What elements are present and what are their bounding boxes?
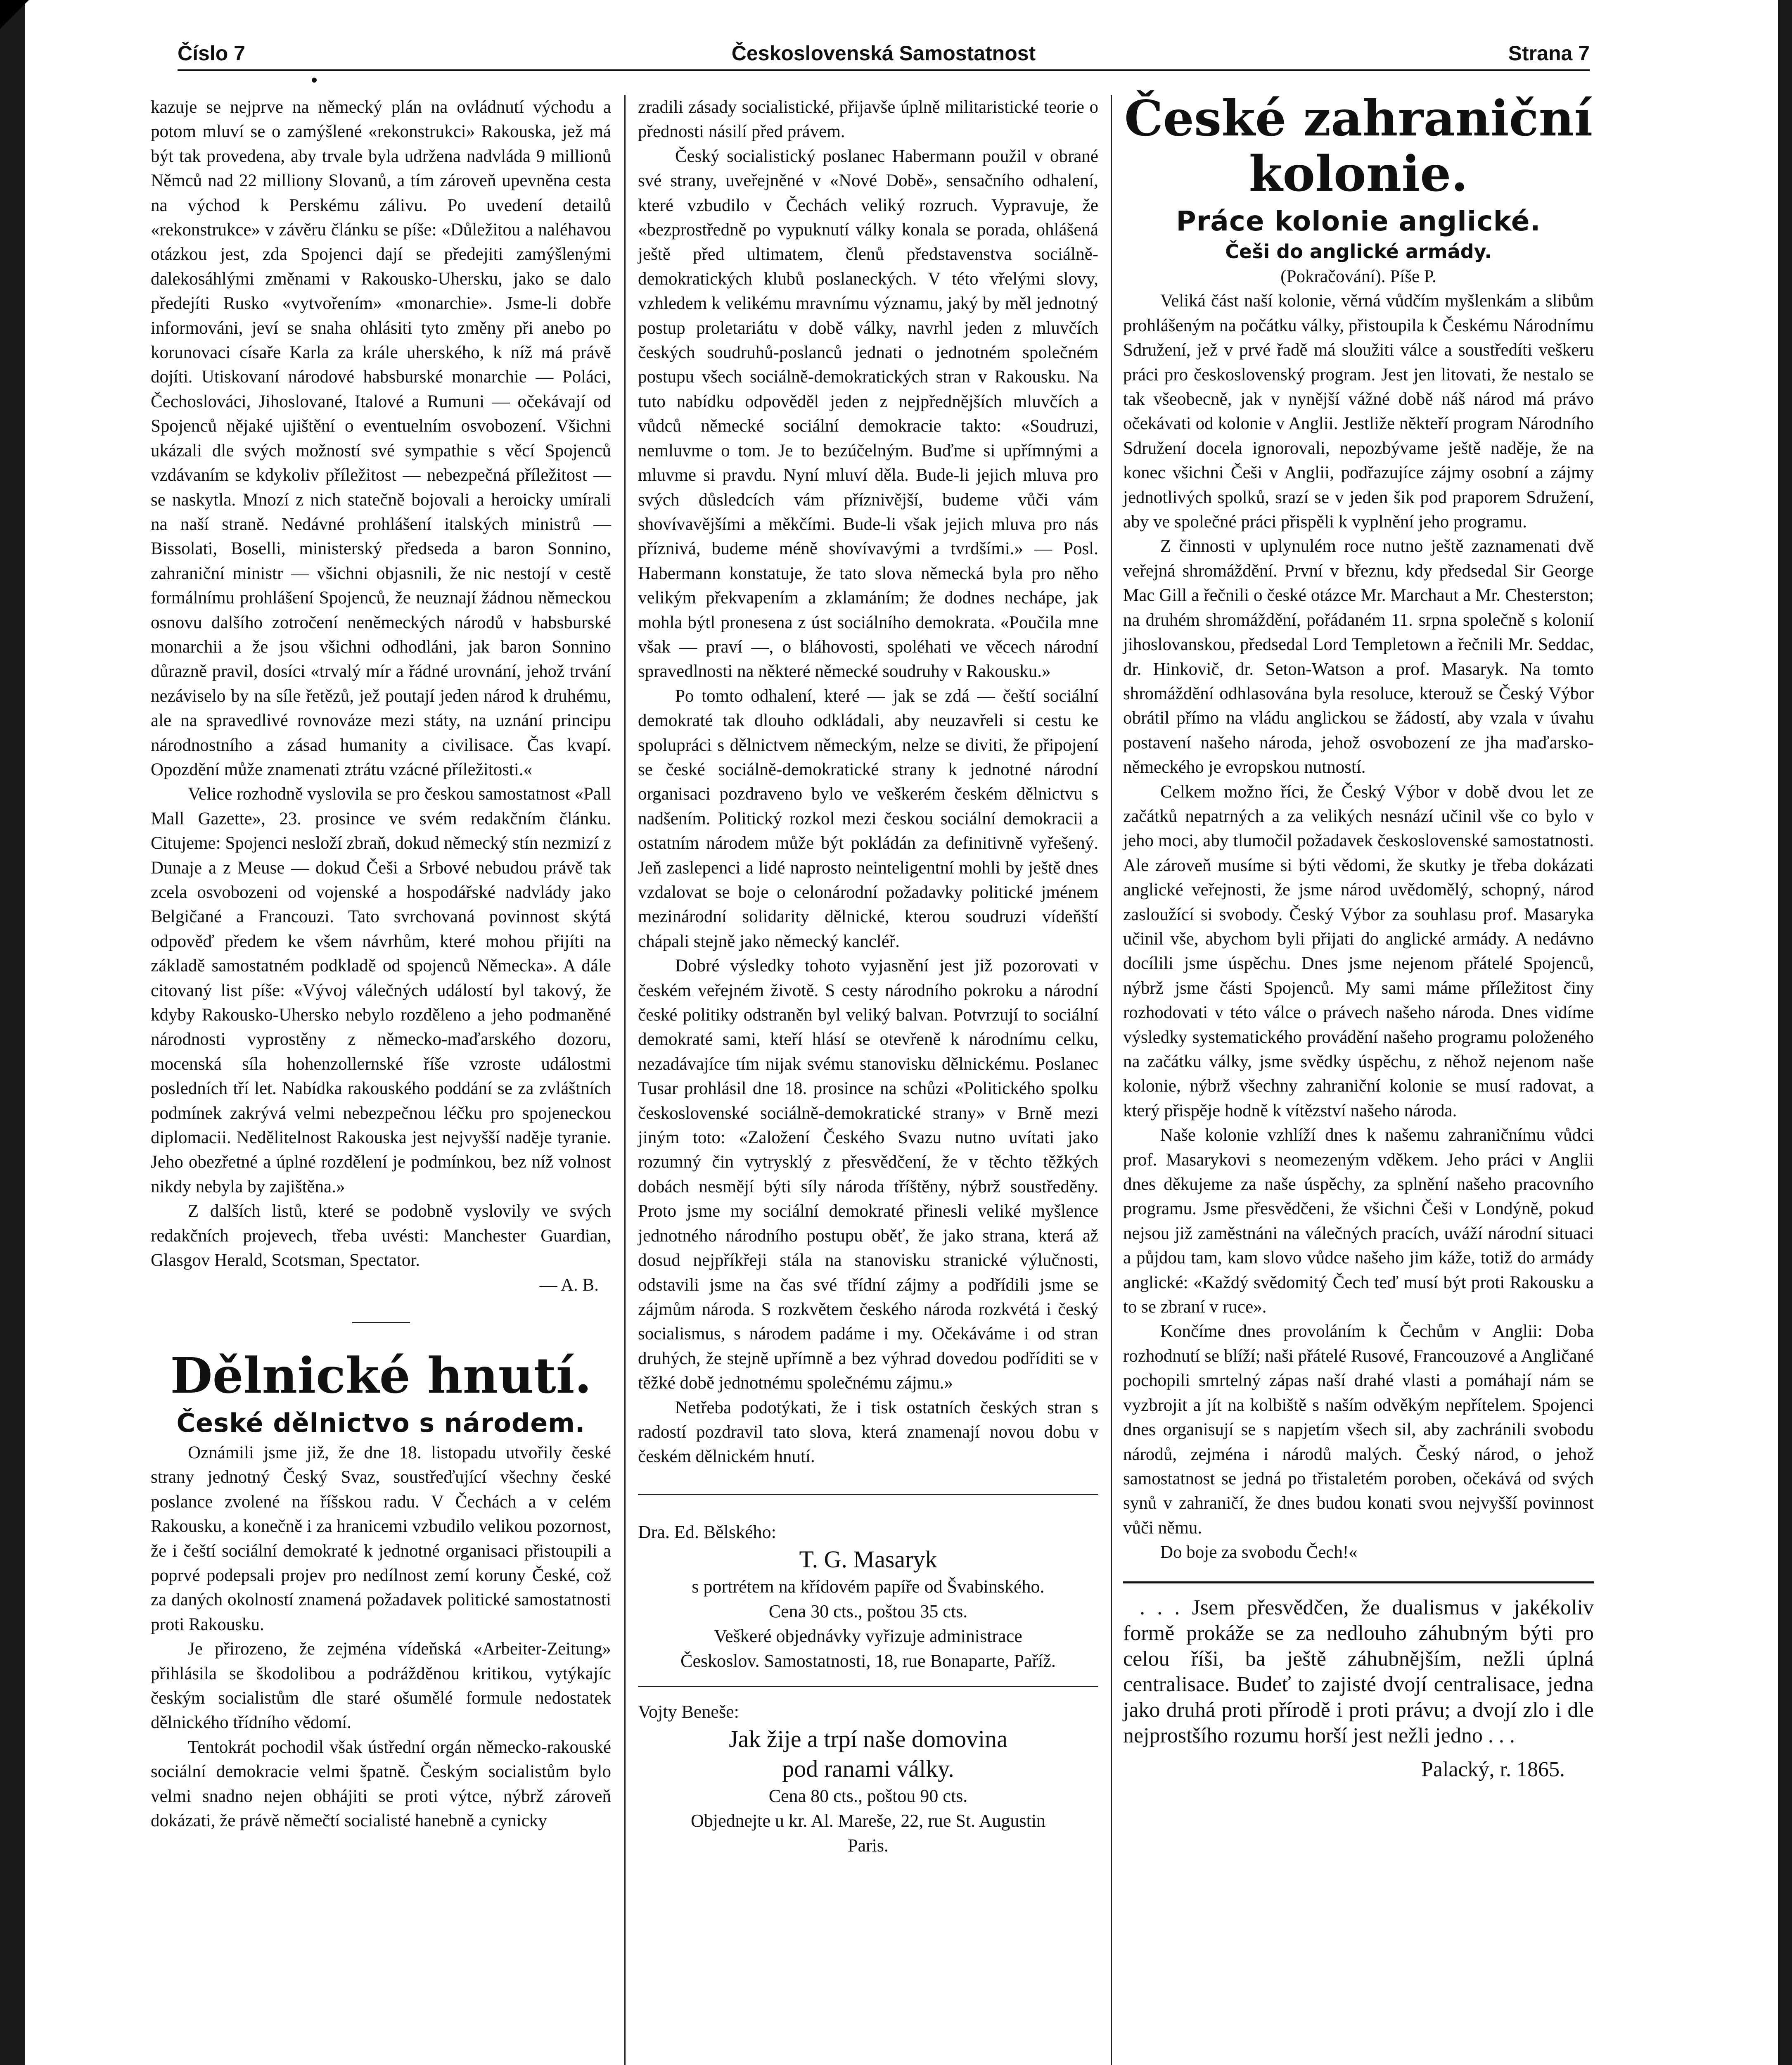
ad-separator	[638, 1494, 1098, 1495]
scan-corner-mark	[0, 0, 29, 29]
ad-author: Dra. Ed. Bělského:	[638, 1521, 776, 1542]
article-paragraph: Z činnosti v uplynulém roce nutno ještě zaznamenati dvě veřejná shromáždění. První v březnu, kdy předsedal Sir George Mac Gill a řečnili o české otázce Mr. Marchaut a Mr. Chesterston; na druhém shromáždění, pořádaném 11. srpna společně s kolonií jihoslovanskou, předsedal Lord Templetown a řečnili Mr. Seddac, dr. Hinkovič, dr. Seton-Watson a prof. Masaryk. Na tomto shromáždění odhlasována byla resoluce, kterouž se Český Výbor obrátil přímo na vládu anglickou se žádostí, aby vzala v úvahu postavení našeho národa, jehož osvobození ze jha maďarsko-německého je evropskou nutností.	[1123, 536, 1594, 777]
quote-text: . . . Jsem přesvědčen, že dualismus v jakékoliv formě prokáže se za nedlouho záhubným býti pro celou říši, ba ještě záhubnějším, nežli úplná centralisace. Budeť to zajisté dvojí centralisace, jedna jako druhá proti přírodě i proti právu; a dvojí zlo i dle nejprostšího rozumu horší jest nežli jedno . . .	[1123, 1595, 1594, 1747]
article-signature: — A. B.	[539, 1275, 599, 1295]
separator	[352, 1322, 410, 1323]
section-title-colonies: České zahraniční kolonie.	[1124, 90, 1593, 202]
ad-price: Cena 80 cts., poštou 90 cts.	[768, 1785, 968, 1806]
closing-line: Do boje za svobodu Čech!«	[1160, 1543, 1358, 1562]
column-1	[151, 95, 611, 1833]
column-divider-1	[624, 95, 626, 2065]
article-paragraph: Končíme dnes provoláním k Čechům v Anglii: Doba rozhodnutí se blíží; naši přátelé Rusové, Francouzové a Angličané pochopili smrtelný zápas naší drahé vlasti a pomáhají nám se vyzbrojit a jít na kolbiště s naším odvěkým nepřítelem. Spojenci dnes organisují se s napjetím všech sil, aby zachránili svobodu národů, zejména i národů malých. Český národ, o jehož samostatnost se jedná po třistaletém poroben, očekává od svých synů v zahraničí, že dnes budou konati svou nejvyšší povinnost vůči němu.	[1123, 1322, 1594, 1538]
page-number: Strana 7	[1508, 42, 1590, 65]
ad-title: pod ranami války.	[782, 1755, 954, 1782]
article-paragraph: Naše kolonie vzhlíží dnes k našemu zahraničnímu vůdci prof. Masarykovi s neomezeným vděkem. Jeho práci v Anglii dnes děkujeme za naše úspěchy, za splnění našeho pracovního programu. Jsme přesvědčeni, že všichni Češi v Londýně, pokud nejsou již zaměstnáni na válečných pracích, uváží národní situaci a půjdou tam, kam slovo vůdce našeho jim káže, totiž do armády anglické: «Každý svědomitý Čech teď musí být proti Rakousku a to se zbraní v ruce».	[1123, 1125, 1594, 1317]
scan-edge-right	[1778, 0, 1792, 2065]
column-3	[1123, 90, 1594, 1783]
article-paragraph: Netřeba podotýkati, že i tisk ostatních českých stran s radostí pozdravil tato slova, která znamenají novou dobu v českém dělnickém hnutí.	[638, 1398, 1098, 1467]
palacky-quote	[1123, 1581, 1594, 1783]
header-rule	[178, 69, 1590, 71]
section-subtitle-army: Češi do anglické armády.	[1225, 240, 1492, 263]
byline: (Pokračování). Píše P.	[1280, 267, 1436, 286]
article-paragraph: Celkem možno říci, že Český Výbor v době dvou let ze začátků nepatrných a za velikých nesnází učinil vše co bylo v jeho moci, aby tlumočil požadavek československé samostatnosti. Ale zároveň musíme si býti vědomi, že skutky je třeba dokázati anglické veřejnosti, že jsme národ uvědomělý, schopný, národ zasloužící si svobody. Český Výbor za souhlasu prof. Masaryka učinil vše, abychom byli přijati do anglické armády. A nedávno docílili jsme úspěchu. Dnes jsme nejenom přátelé Spojenců, nýbrž jsme části Spojenců. My sami máme příležitost činy rozhodovati v této válce o právech našeho národa. Dnes vidíme výsledky systematického provádění našeho programu položeného na začátku války, jsme svědky úspěchu, z něhož nejenom naše kolonie, nýbrž všechny zahraniční kolonie se musí radovat, a který přispěje hodně k vítězství našeho národa.	[1123, 782, 1594, 1120]
ad-price: Cena 30 cts., poštou 35 cts.	[768, 1601, 968, 1621]
print-dot	[312, 78, 317, 83]
column-divider-2	[1111, 95, 1112, 2065]
ad-line: Paris.	[848, 1835, 889, 1856]
scan-edge-left	[0, 0, 25, 2065]
quote-signature: Palacký, r. 1865.	[1421, 1757, 1565, 1781]
article-paragraph: Dobré výsledky tohoto vyjasnění jest již pozorovati v českém veřejném životě. S cesty národního pokroku a národní české politiky odstraněn byl veliký balvan. Potvrzují to sociální demokraté sami, kteří hlásí se otevřeně k národnímu celku, nezadávajíce tím nijak svému stanovisku dělnickému. Poslanec Tusar prohlásil dne 18. prosince na schůzi «Politického spolku československé sociálně-demokratické strany» v Brně mezi jiným toto: «Založení Českého Svazu nutno uvítati jako rozumný čin vytrysklý z přesvědčení, že v těchto těžkých dobách nesmějí býti síly národa tříštěny, nýbrž soustředěny. Proto jsme my sociální demokraté přinesli veliké myšlence jednotného národního postupu oběť, že jako strana, která až dosud nejpříkřeji stála na stanovisku stranické výlučnosti, odstavili jsme na čas své třídní zájmy a podřídili jsme se zájmům národa. S rozkvětem českého národa rozkvétá i český socialismus, s národem padáme i my. Očekáváme i od stran druhých, že stejně upřímně a bez výhrad dovedou podříditi se v těžké době jednotnému společnému zájmu.»	[638, 956, 1098, 1393]
article-paragraph: Po tomto odhalení, které — jak se zdá — čeští sociální demokraté tak dlouho odkládali, aby neuzavřeli si cestu ke spolupráci s dělnictvem německým, nelze se diviti, že připojení se české sociálně-demokratické strany k jednotné národní organisaci pozdraveno bylo ve veškerém českém dělnictvu s nadšením. Politický rozkol mezi českou sociální demokracii a ostatním národem může být pokládán za definitivně vyřešený. Jeň zaslepenci a lidé naprosto neinteligentní mohli by ještě dnes vzdalovat se boje o celonárodní požadavky politické jménem mezinárodní solidarity dělnické, kterou soudruzi vídeňští chápali stejně jako německý kancléř.	[638, 686, 1098, 951]
section-subtitle-labor: České dělnictvo s národem.	[176, 1408, 585, 1438]
advertisement-masaryk	[638, 1520, 1098, 1673]
article-paragraph: kazuje se nejprve na německý plán na ovládnutí východu a potom mluví se o zamýšlené «rekonstrukci» Rakouska, jež má být tak provedena, aby trvale byla udržena nadvláda 9 millionů Němců nad 22 milliony Slovanů, a tím zároveň upevněna cesta na východ k Perskému zálivu. Po uvedení detailů «rekonstrukce» v závěru článku se píše: «Důležitou a naléhavou otázkou jest, zda Spojenci dají se předejiti zamýšlenými dalekosáhlými změnami v Rakousko-Uhersku, jako se dalo předejíti Rusko «vytvořením» «monarchie». Jsme-li dobře informováni, jeví se snaha ohlásiti tyto změny při anebo po korunovaci císaře Karla za krále uherského, k níž má právě dojíti. Utiskovaní národové habsburské monarchie — Poláci, Čechoslováci, Jihoslované, Italové a Rumuni — očekávají od Spojenců nějaké ujištění o eventuelním osvobození. Všichni ukázali dle svých možností své sympathie s věcí Spojenců vzdávaním se kdykoliv příležitost — nebezpečná příležitost — se naskytla. Mnozí z nich statečně bojovali a heroicky umírali na naší straně. Nedávné prohlášení italských ministrů — Bissolati, Boselli, ministerský předseda a baron Sonnino, zahraniční ministr — všichni objasnili, že nic nestojí v cestě formálnímu prohlášení Spojenců, že neuznají žádnou německou osnovu dalšího zotročení neněmeckých národů v habsburské monarchii a že jsou všichni odhodláni, jak baron Sonnino důrazně pravil, dosíci «trvalý mír a řádné urovnání, jehož trvání nezáviselo by na síle řetězů, jež poutají jeden národ k druhému, ale na spravedlivé rovnováze mezi státy, na uznání principu národnostního a zásad humanity a civilisace. Čas kvapí. Opozdění může znamenati ztrátu vzácné příležitosti.«	[151, 97, 611, 779]
article-paragraph: Z dalších listů, které se podobně vyslovily ve svých redakčních projevech, třeba uvésti: Manchester Guardian, Glasgov Herald, Scotsman, Spectator.	[151, 1201, 611, 1270]
page-header	[178, 38, 1590, 71]
ad-line: Objednejte u kr. Al. Mareše, 22, rue St. Augustin	[690, 1810, 1046, 1831]
article-paragraph: zradili zásady socialistické, přijavše úplně militaristické teorie o přednosti násilí před právem.	[638, 97, 1098, 142]
ad-author: Vojty Beneše:	[638, 1701, 739, 1722]
ad-title: Jak žije a trpí naše domovina	[729, 1725, 1007, 1752]
ad-line: Českoslov. Samostatnosti, 18, rue Bonaparte, Paříž.	[680, 1650, 1056, 1671]
section-subtitle-colonies: Práce kolonie anglické.	[1176, 205, 1541, 237]
ad-separator	[638, 1686, 1098, 1687]
ad-title: T. G. Masaryk	[799, 1545, 937, 1573]
ad-line: s portrétem na křídovém papíře od Švabinského.	[692, 1576, 1045, 1597]
column-2	[638, 95, 1098, 1858]
advertisement-benes	[638, 1699, 1098, 1858]
article-paragraph: Veliká část naší kolonie, věrná vůdčím myšlenkám a slibům prohlášeným na počátku války, přistoupila k Českému Národnímu Sdružení, jež v prvé řadě má sloužiti válce a soustředíti veškeru práci pro československý program. Jest jen litovati, že nestalo se tak všeobecně, jak v nynější vážné době náš národ má právo očekávati od kolonie v Anglii. Jestliže někteří program Národního Sdružení docela ignorovali, nepozbývame ještě naděje, že na konec všichni Češi v Anglii, podřazujíce zájmy osobní a zájmy jednotlivých spolků, srazí se v jeden šik pod praporem Sdružení, aby ve společné práci přispěli k vyplnění jeho programu.	[1123, 291, 1594, 532]
article-paragraph: Český socialistický poslanec Habermann použil v obrané své strany, uveřejněné v «Nové Době», sensačního odhalení, které vzbudilo v Čechách veliký rozruch. Vypravuje, že «bezprostředně po vypuknutí války konala se porada, ohlášená ještě před ultimatem, členů představenstva sociálně-demokratických klubů poslaneckých. V této vřelými slovy, vzhledem k velikému mravnímu významu, jaký by měl jednotný postup proletariátu v době války, navrhl jeden z mluvčích českých soudruhů-poslanců jednati o jednotném společném postupu všech sociálně-demokratických stran v Rakousku. Na tuto nabídku odpověděl jeden z nejpřednějších mluvčích a vůdců německé sociální demokracie takto: «Soudruzi, nemluvme o tom. Je to bezúčelným. Buďme si upřímnými a mluvme si pravdu. Nyní mluví děla. Bude-li jejich mluva pro svých důsledcích vám příznivější, budeme vůči vám shovívavějšími a měkčími. Bude-li však jejich mluva pro nás příznivá, budeme méně shovívavými a tvrdšími.» — Posl. Habermann konstatuje, že tato slova německá byla pro něho velikým překvapením a zklamáním; že dodnes nechápe, jak mohla býtl pronesena z úst sociálního demokrata. «Poučila mne však — praví —, o bláhovosti, spoléhati ve věcech národní spravedlnosti na některé německé soudruhy v Rakousku.»	[638, 146, 1098, 681]
article-paragraph: Je přirozeno, že zejména vídeňská «Arbeiter-Zeitung» přihlásila se škodolibou a podrážděnou kritikou, vytýkajíc českým socialistům dle staré ošumělé formule nedostatek dělnického třídního vědomí.	[151, 1639, 611, 1733]
section-title-labor: Dělnické hnutí.	[170, 1346, 592, 1404]
article-paragraph: Tentokrát pochodil však ústřední orgán německo-rakouské sociální demokracie velmi špatně. Českým socialistům bylo velmi snadno nejen obhájiti se proti výtce, nýbrž zároveň dokázati, že právě němečtí socialisté hanebně a cynicky	[151, 1737, 611, 1830]
article-paragraph: Velice rozhodně vyslovila se pro českou samostatnost «Pall Mall Gazette», 23. prosince ve svém redakčním článku. Citujeme: Spojenci nesloží zbraň, dokud německý stín nezmizí z Dunaje a z Meuse — dokud Češi a Srbové nebudou právě tak zcela osvobozeni od vojenské a hospodářské nadvlády jako Belgičané a Francouzi. Tato svrchovaná povinnost skýtá odpověď předem ke všem návrhům, které mohou přijíti na základě samostatném podkladě od spojenců Německa». A dále citovaný list píše: «Vývoj válečných událostí byl takový, že kdyby Rakousko-Uhersko nebylo rozděleno a jeho podmaněné národnosti vyprostěny z německo-maďarského dozoru, mocenská síla hohenzollernské říše vzroste událostmi posledních tří let. Nabídka rakouského poddání se za zvláštních podmínek zakrývá velmi nebezpečnou léčku pro spojeneckou diplomacii. Nedělitelnost Rakouska jest nejvyšší naděje tyranie. Jeho obezřetné a úplné rozdělení je podmínkou, bez níž volnost nikdy nebyla by zajištěna.»	[151, 784, 611, 1196]
newspaper-title: Československá Samostatnost	[731, 42, 1036, 65]
issue-number: Číslo 7	[178, 42, 245, 65]
ad-line: Veškeré objednávky vyřizuje administrace	[714, 1626, 1022, 1646]
article-paragraph: Oznámili jsme již, že dne 18. listopadu utvořily české strany jednotný Český Svaz, soustřeďující všechny české poslance zvolené na říšskou radu. V Čechách a v celém Rakousku, a konečně i za hranicemi vzbudilo velikou pozornost, že i čeští sociální demokraté k jednotné organisaci přistoupili a poprvé podepsali projev pro nedílnost zemí koruny České, což za daných okolností znamená požadavek politické samostatnosti proti Rakousku.	[151, 1443, 611, 1634]
